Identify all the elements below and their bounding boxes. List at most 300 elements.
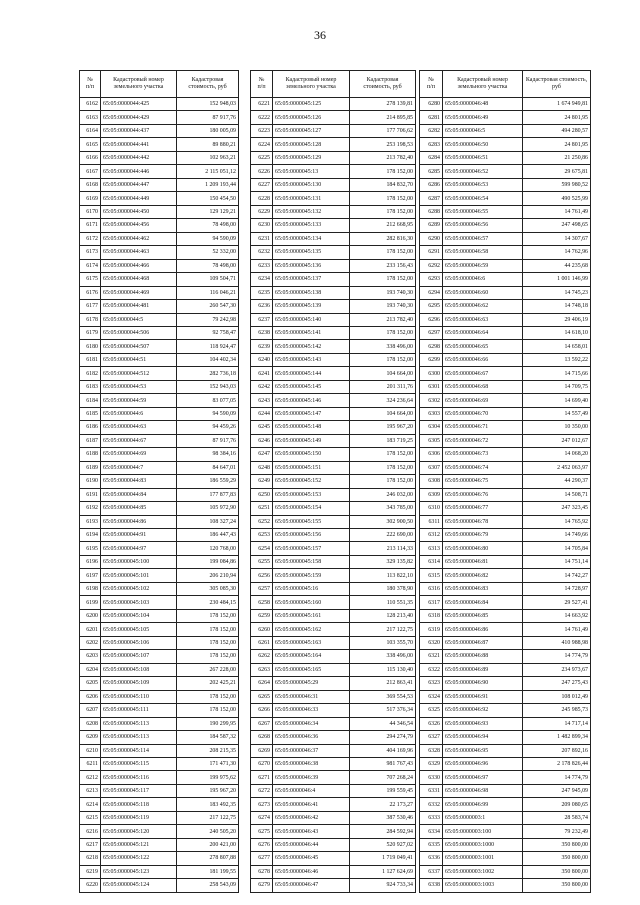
cadastral-value: 2 178 826,44 [523, 757, 591, 770]
cadastral-number: 65:05:0000046:43 [273, 825, 350, 838]
cadastral-number: 65:05:0000044:507 [101, 340, 177, 353]
table-row [251, 865, 416, 878]
cadastral-value: 329 135,82 [350, 555, 416, 568]
cadastral-number: 65:05:0000044:6 [101, 407, 177, 420]
cadastral-number: 65:05:0000046:36 [273, 731, 350, 744]
cadastral-number: 65:05:0000045:16 [273, 582, 350, 595]
cadastral-number: 65:05:0000045:127 [273, 124, 350, 137]
row-number: 6321 [420, 650, 443, 663]
table-row [420, 798, 591, 811]
row-number: 6213 [80, 784, 101, 797]
cadastral-number: 65:05:0000046:51 [443, 151, 523, 164]
row-number: 6276 [251, 838, 273, 851]
row-number: 6284 [420, 151, 443, 164]
table-row [80, 98, 239, 111]
cadastral-number: 65:05:0000045:146 [273, 394, 350, 407]
table-row [80, 340, 239, 353]
table-row [420, 569, 591, 582]
row-number: 6322 [420, 663, 443, 676]
table-row [420, 731, 591, 744]
table-row [251, 475, 416, 488]
cadastral-number: 65:05:0000044:506 [101, 326, 177, 339]
table-row [251, 461, 416, 474]
cadastral-value: 599 980,52 [523, 178, 591, 191]
cadastral-number: 65:05:0000045:164 [273, 650, 350, 663]
cadastral-number: 65:05:0000046:91 [443, 690, 523, 703]
table-row [251, 151, 416, 164]
cadastral-value: 177 877,83 [177, 488, 239, 501]
cadastral-value: 44 290,37 [523, 475, 591, 488]
table-row [251, 246, 416, 259]
cadastral-number: 65:05:0000046:99 [443, 798, 523, 811]
row-number: 6170 [80, 205, 101, 218]
row-number: 6233 [251, 259, 273, 272]
row-number: 6325 [420, 704, 443, 717]
cadastral-table-column-1 [79, 70, 239, 893]
row-number: 6234 [251, 273, 273, 286]
table-row [80, 609, 239, 622]
cadastral-number: 65:05:0000045:109 [101, 677, 177, 690]
cadastral-value: 247 275,43 [523, 677, 591, 690]
table-row [420, 353, 591, 366]
row-number: 6285 [420, 165, 443, 178]
cadastral-number: 65:05:0000044:97 [101, 542, 177, 555]
cadastral-value: 94 590,09 [177, 232, 239, 245]
cadastral-number: 65:05:0000045:130 [273, 178, 350, 191]
row-number: 6313 [420, 542, 443, 555]
cadastral-number: 65:05:0000046:57 [443, 232, 523, 245]
table-row [420, 784, 591, 797]
cadastral-value: 494 280,57 [523, 124, 591, 137]
table-row [80, 650, 239, 663]
cadastral-number: 65:05:0000045:110 [101, 690, 177, 703]
table-row [251, 313, 416, 326]
table-row [251, 232, 416, 245]
cadastral-value: 213 782,40 [350, 313, 416, 326]
table-row [80, 663, 239, 676]
cadastral-value: 128 213,40 [350, 609, 416, 622]
cadastral-number: 65:05:0000046:42 [273, 811, 350, 824]
row-number: 6186 [80, 421, 101, 434]
header-cadastral-value: Кадастровая стоимость, руб [523, 71, 591, 98]
table-row [80, 192, 239, 205]
cadastral-number: 65:05:0000045:139 [273, 300, 350, 313]
cadastral-number: 65:05:0000044:425 [101, 98, 177, 111]
row-number: 6327 [420, 731, 443, 744]
row-number: 6166 [80, 151, 101, 164]
table-row [80, 852, 239, 865]
cadastral-value: 83 077,05 [177, 394, 239, 407]
table-row [251, 879, 416, 892]
cadastral-value: 338 496,00 [350, 650, 416, 663]
cadastral-value: 217 122,75 [177, 811, 239, 824]
cadastral-number: 65:05:0000046:64 [443, 326, 523, 339]
table-row [80, 784, 239, 797]
cadastral-value: 247 945,09 [523, 784, 591, 797]
cadastral-value: 199 559,45 [350, 784, 416, 797]
table-row [80, 273, 239, 286]
cadastral-value: 84 647,01 [177, 461, 239, 474]
table-row [420, 165, 591, 178]
cadastral-value: 87 917,76 [177, 111, 239, 124]
cadastral-number: 65:05:0000046:88 [443, 650, 523, 663]
cadastral-number: 65:05:0000045:162 [273, 623, 350, 636]
table-row [251, 542, 416, 555]
table-row [80, 407, 239, 420]
cadastral-number: 65:05:0000045:125 [273, 98, 350, 111]
row-number: 6202 [80, 636, 101, 649]
cadastral-number: 65:05:0000045:138 [273, 286, 350, 299]
cadastral-number: 65:05:0000046:6 [443, 273, 523, 286]
cadastral-number: 65:05:0000046:89 [443, 663, 523, 676]
table-row [420, 690, 591, 703]
table-row [420, 582, 591, 595]
row-number: 6221 [251, 98, 273, 111]
cadastral-value: 177 706,62 [350, 124, 416, 137]
cadastral-value: 152 943,03 [177, 380, 239, 393]
table-row [420, 300, 591, 313]
row-number: 6250 [251, 488, 273, 501]
table-row [420, 340, 591, 353]
table-row [80, 165, 239, 178]
cadastral-table-column-2 [250, 70, 416, 893]
table-row [420, 246, 591, 259]
row-number: 6300 [420, 367, 443, 380]
cadastral-value: 233 156,43 [350, 259, 416, 272]
table-row [420, 138, 591, 151]
cadastral-value: 230 484,15 [177, 596, 239, 609]
table-row [420, 717, 591, 730]
row-number: 6302 [420, 394, 443, 407]
cadastral-value: 14 728,97 [523, 582, 591, 595]
cadastral-value: 2 115 051,12 [177, 165, 239, 178]
row-number: 6238 [251, 326, 273, 339]
cadastral-number: 65:05:0000045:117 [101, 784, 177, 797]
cadastral-number: 65:05:0000045:120 [101, 825, 177, 838]
row-number: 6335 [420, 838, 443, 851]
table-row [251, 529, 416, 542]
cadastral-number: 65:05:0000044:59 [101, 394, 177, 407]
cadastral-value: 212 668,95 [350, 219, 416, 232]
row-number: 6217 [80, 838, 101, 851]
cadastral-number: 65:05:0000045:150 [273, 448, 350, 461]
row-number: 6214 [80, 798, 101, 811]
row-number: 6306 [420, 448, 443, 461]
cadastral-number: 65:05:0000045:148 [273, 421, 350, 434]
row-number: 6317 [420, 596, 443, 609]
cadastral-number: 65:05:0000045:29 [273, 677, 350, 690]
row-number: 6210 [80, 744, 101, 757]
cadastral-value: 1 674 949,81 [523, 98, 591, 111]
cadastral-number: 65:05:0000044:450 [101, 205, 177, 218]
cadastral-number: 65:05:0000045:129 [273, 151, 350, 164]
cadastral-number: 65:05:0000045:121 [101, 838, 177, 851]
row-number: 6211 [80, 757, 101, 770]
row-number: 6194 [80, 529, 101, 542]
table-row [251, 744, 416, 757]
cadastral-value: 178 152,00 [350, 326, 416, 339]
table-row [251, 111, 416, 124]
cadastral-number: 65:05:0000046:87 [443, 636, 523, 649]
cadastral-number: 65:05:0000003:1001 [443, 852, 523, 865]
cadastral-number: 65:05:0000044:84 [101, 488, 177, 501]
row-number: 6280 [420, 98, 443, 111]
cadastral-number: 65:05:0000045:141 [273, 326, 350, 339]
cadastral-number: 65:05:0000045:140 [273, 313, 350, 326]
cadastral-number: 65:05:0000044:481 [101, 300, 177, 313]
table-row [80, 151, 239, 164]
row-number: 6245 [251, 421, 273, 434]
row-number: 6336 [420, 852, 443, 865]
row-number: 6328 [420, 744, 443, 757]
row-number: 6162 [80, 98, 101, 111]
cadastral-number: 65:05:0000046:67 [443, 367, 523, 380]
cadastral-value: 282 736,18 [177, 367, 239, 380]
cadastral-number: 65:05:0000045:158 [273, 555, 350, 568]
row-number: 6189 [80, 461, 101, 474]
cadastral-number: 65:05:0000045:126 [273, 111, 350, 124]
header-cadastral-number: Кадастровый номер земельного участка [443, 71, 523, 98]
cadastral-value: 178 152,00 [177, 650, 239, 663]
cadastral-number: 65:05:0000045:115 [101, 757, 177, 770]
cadastral-number: 65:05:0000046:72 [443, 434, 523, 447]
table-row [420, 596, 591, 609]
row-number: 6197 [80, 569, 101, 582]
row-number: 6333 [420, 811, 443, 824]
table-row [251, 353, 416, 366]
row-number: 6196 [80, 555, 101, 568]
table-row [420, 555, 591, 568]
cadastral-number: 65:05:0000046:60 [443, 286, 523, 299]
cadastral-number: 65:05:0000044:437 [101, 124, 177, 137]
table-row [251, 717, 416, 730]
cadastral-number: 65:05:0000045:13 [273, 165, 350, 178]
row-number: 6269 [251, 744, 273, 757]
table-row [80, 515, 239, 528]
cadastral-number: 65:05:0000046:85 [443, 609, 523, 622]
header-number: № п/п [251, 71, 273, 98]
cadastral-number: 65:05:0000046:86 [443, 623, 523, 636]
cadastral-number: 65:05:0000046:68 [443, 380, 523, 393]
table-row [420, 542, 591, 555]
cadastral-value: 184 587,32 [177, 731, 239, 744]
row-number: 6292 [420, 259, 443, 272]
row-number: 6337 [420, 865, 443, 878]
table-row [80, 838, 239, 851]
row-number: 6266 [251, 704, 273, 717]
row-number: 6273 [251, 798, 273, 811]
cadastral-value: 178 152,00 [177, 623, 239, 636]
cadastral-number: 65:05:0000046:80 [443, 542, 523, 555]
row-number: 6231 [251, 232, 273, 245]
cadastral-value: 324 236,64 [350, 394, 416, 407]
row-number: 6226 [251, 165, 273, 178]
row-number: 6301 [420, 380, 443, 393]
row-number: 6295 [420, 300, 443, 313]
table-row [420, 852, 591, 865]
cadastral-number: 65:05:0000046:69 [443, 394, 523, 407]
table-row [420, 219, 591, 232]
cadastral-value: 1 209 193,44 [177, 178, 239, 191]
cadastral-value: 79 242,98 [177, 313, 239, 326]
cadastral-number: 65:05:0000044:69 [101, 448, 177, 461]
cadastral-value: 13 592,22 [523, 353, 591, 366]
cadastral-number: 65:05:0000045:101 [101, 569, 177, 582]
row-number: 6324 [420, 690, 443, 703]
row-number: 6188 [80, 448, 101, 461]
row-number: 6290 [420, 232, 443, 245]
cadastral-number: 65:05:0000045:113 [101, 731, 177, 744]
row-number: 6315 [420, 569, 443, 582]
cadastral-value: 118 924,47 [177, 340, 239, 353]
row-number: 6203 [80, 650, 101, 663]
row-number: 6251 [251, 502, 273, 515]
row-number: 6334 [420, 825, 443, 838]
cadastral-number: 65:05:0000046:46 [273, 865, 350, 878]
cadastral-value: 201 311,76 [350, 380, 416, 393]
cadastral-number: 65:05:0000044:91 [101, 529, 177, 542]
cadastral-value: 183 719,25 [350, 434, 416, 447]
cadastral-value: 14 658,01 [523, 340, 591, 353]
cadastral-value: 103 355,70 [350, 636, 416, 649]
row-number: 6296 [420, 313, 443, 326]
cadastral-number: 65:05:0000045:113 [101, 717, 177, 730]
cadastral-value: 217 122,75 [350, 623, 416, 636]
cadastral-number: 65:05:0000044:53 [101, 380, 177, 393]
cadastral-number: 65:05:0000046:45 [273, 852, 350, 865]
cadastral-value: 247 323,45 [523, 502, 591, 515]
table-row [251, 98, 416, 111]
row-number: 6246 [251, 434, 273, 447]
cadastral-value: 178 152,00 [177, 609, 239, 622]
cadastral-value: 178 152,00 [350, 246, 416, 259]
cadastral-number: 65:05:0000046:54 [443, 192, 523, 205]
cadastral-value: 234 973,67 [523, 663, 591, 676]
cadastral-number: 65:05:0000046:74 [443, 461, 523, 474]
table-row [80, 731, 239, 744]
table-row [420, 811, 591, 824]
page-number: 36 [314, 28, 326, 42]
cadastral-number: 65:05:0000044:441 [101, 138, 177, 151]
cadastral-number: 65:05:0000046:47 [273, 879, 350, 892]
table-row [251, 380, 416, 393]
row-number: 6204 [80, 663, 101, 676]
cadastral-number: 65:05:0000046:73 [443, 448, 523, 461]
row-number: 6259 [251, 609, 273, 622]
row-number: 6293 [420, 273, 443, 286]
cadastral-value: 350 800,00 [523, 838, 591, 851]
row-number: 6165 [80, 138, 101, 151]
table-row [80, 111, 239, 124]
table-row [251, 192, 416, 205]
cadastral-number: 65:05:0000046:83 [443, 582, 523, 595]
cadastral-number: 65:05:0000046:37 [273, 744, 350, 757]
cadastral-value: 87 917,76 [177, 434, 239, 447]
row-number: 6201 [80, 623, 101, 636]
row-number: 6187 [80, 434, 101, 447]
row-number: 6179 [80, 326, 101, 339]
table-row [80, 286, 239, 299]
table-row [420, 407, 591, 420]
cadastral-value: 282 816,30 [350, 232, 416, 245]
row-number: 6177 [80, 300, 101, 313]
table-row [80, 717, 239, 730]
cadastral-number: 65:05:0000045:159 [273, 569, 350, 582]
table-row [80, 138, 239, 151]
row-number: 6173 [80, 246, 101, 259]
row-number: 6299 [420, 353, 443, 366]
table-row [420, 178, 591, 191]
row-number: 6235 [251, 286, 273, 299]
cadastral-number: 65:05:0000046:31 [273, 690, 350, 703]
table-row [251, 394, 416, 407]
row-number: 6191 [80, 488, 101, 501]
table-row [420, 475, 591, 488]
row-number: 6312 [420, 529, 443, 542]
cadastral-value: 14 761,49 [523, 623, 591, 636]
cadastral-number: 65:05:0000045:153 [273, 488, 350, 501]
cadastral-value: 29 527,41 [523, 596, 591, 609]
cadastral-value: 14 751,14 [523, 555, 591, 568]
cadastral-value: 14 307,67 [523, 232, 591, 245]
cadastral-value: 178 152,00 [177, 704, 239, 717]
cadastral-number: 65:05:0000046:53 [443, 178, 523, 191]
cadastral-number: 65:05:0000046:56 [443, 219, 523, 232]
cadastral-number: 65:05:0000045:132 [273, 205, 350, 218]
cadastral-value: 213 114,33 [350, 542, 416, 555]
row-number: 6281 [420, 111, 443, 124]
cadastral-value: 212 863,41 [350, 677, 416, 690]
cadastral-number: 65:05:0000045:135 [273, 246, 350, 259]
cadastral-value: 193 740,30 [350, 286, 416, 299]
table-row [420, 825, 591, 838]
cadastral-number: 65:05:0000046:93 [443, 717, 523, 730]
cadastral-value: 89 880,21 [177, 138, 239, 151]
cadastral-value: 14 715,66 [523, 367, 591, 380]
cadastral-number: 65:05:0000044:463 [101, 246, 177, 259]
cadastral-value: 28 583,74 [523, 811, 591, 824]
cadastral-value: 253 198,53 [350, 138, 416, 151]
cadastral-number: 65:05:0000045:165 [273, 663, 350, 676]
cadastral-value: 14 699,40 [523, 394, 591, 407]
cadastral-number: 65:05:0000045:151 [273, 461, 350, 474]
table-row [251, 219, 416, 232]
cadastral-number: 65:05:0000045:124 [101, 879, 177, 892]
table-row [251, 502, 416, 515]
table-row [251, 448, 416, 461]
row-number: 6248 [251, 461, 273, 474]
cadastral-value: 104 402,34 [177, 353, 239, 366]
row-number: 6242 [251, 380, 273, 393]
cadastral-number: 65:05:0000044:512 [101, 367, 177, 380]
table-row [80, 232, 239, 245]
cadastral-number: 65:05:0000044:67 [101, 434, 177, 447]
table-row [251, 205, 416, 218]
cadastral-number: 65:05:0000046:70 [443, 407, 523, 420]
cadastral-value: 14 774,79 [523, 771, 591, 784]
cadastral-number: 65:05:0000045:147 [273, 407, 350, 420]
table-row [80, 744, 239, 757]
table-row [420, 421, 591, 434]
cadastral-value: 195 967,20 [350, 421, 416, 434]
table-row [420, 865, 591, 878]
cadastral-number: 65:05:0000046:58 [443, 246, 523, 259]
cadastral-number: 65:05:0000045:136 [273, 259, 350, 272]
cadastral-number: 65:05:0000044:466 [101, 259, 177, 272]
cadastral-number: 65:05:0000046:96 [443, 757, 523, 770]
cadastral-value: 10 350,00 [523, 421, 591, 434]
table-row [251, 488, 416, 501]
